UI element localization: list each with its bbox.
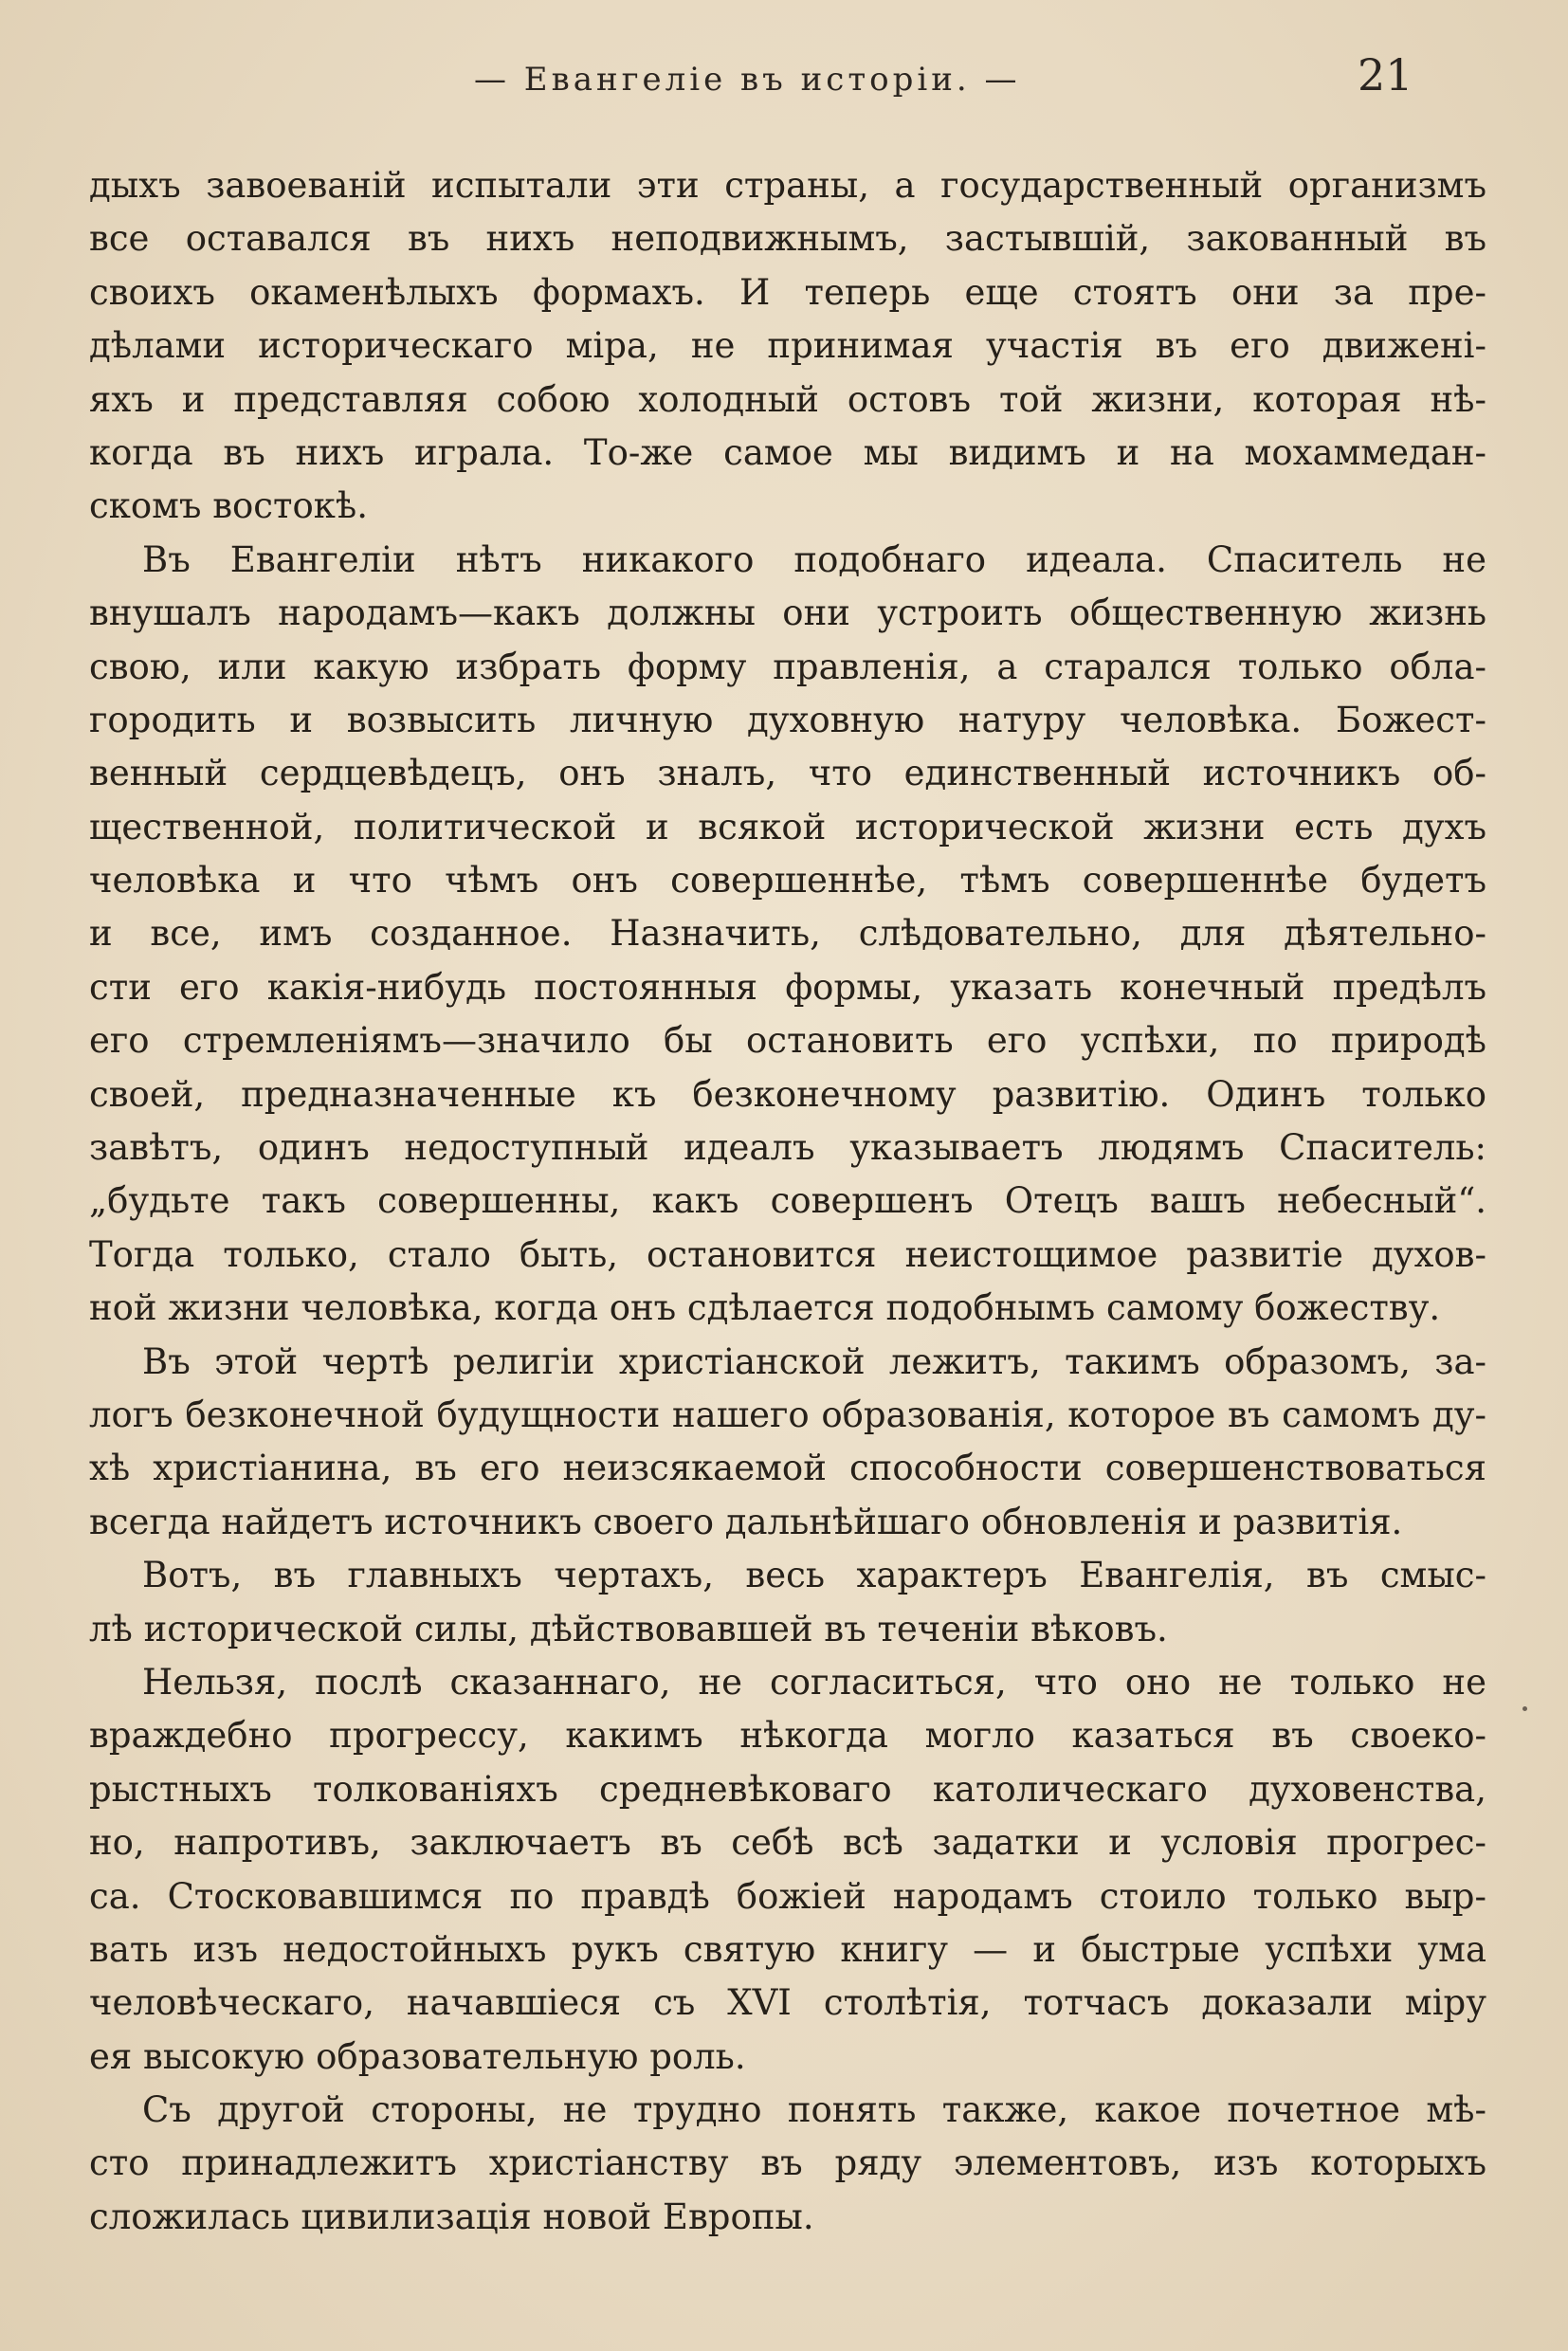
text-line: сти его какія-нибудь постоянныя формы, указать конечный предѣлъ (89, 966, 1486, 1008)
text-line: Тогда только, стало быть, остановится неистощимое развитіе духов- (89, 1233, 1486, 1275)
text-line: и все, имъ созданное. Назначить, слѣдовательно, для дѣятельно- (89, 913, 1486, 955)
text-line: сто принадлежитъ христіанству въ ряду элементовъ, изъ которыхъ (89, 2142, 1486, 2184)
text-line: городить и возвысить личную духовную натуру человѣка. Божест- (89, 699, 1486, 740)
running-title: — Евангеліе въ исторіи. — (474, 61, 1021, 99)
text-line: ея высокую образовательную роль. (89, 2035, 746, 2077)
text-line: человѣческаго, начавшіеся съ XVI столѣтія, тотчасъ доказали міру (89, 1982, 1486, 2024)
text-line: своихъ окаменѣлыхъ формахъ. И теперь еще стоятъ они за пре- (89, 271, 1486, 313)
text-line: завѣтъ, одинъ недоступный идеалъ указываетъ людямъ Спаситель: (89, 1127, 1486, 1169)
text-line: лѣ исторической силы, дѣйствовавшей въ теченіи вѣковъ. (89, 1608, 1168, 1649)
text-line: враждебно прогрессу, какимъ нѣкогда могло казаться въ своеко- (89, 1715, 1486, 1757)
text-line: но, напротивъ, заключаетъ въ себѣ всѣ задатки и условія прогрес- (89, 1822, 1486, 1864)
paragraph (89, 1549, 1486, 1656)
text-line: яхъ и представляя собою холодный остовъ той жизни, которая нѣ- (89, 378, 1486, 420)
text-line: Въ этой чертѣ религіи христіанской лежитъ, такимъ образомъ, за- (142, 1340, 1486, 1382)
text-line: „будьте такъ совершенны, какъ совершенъ Отецъ вашъ небесный“. (89, 1180, 1486, 1222)
text-line: его стремленіямъ—значило бы остановить его успѣхи, по природѣ (89, 1020, 1486, 1062)
text-line: своей, предназначенные къ безконечному развитію. Одинъ только (89, 1073, 1486, 1115)
text-line: всегда найдетъ источникъ своего дальнѣйшаго обновленія и развитія. (89, 1501, 1403, 1542)
text-line: Съ другой стороны, не трудно понять также, какое почетное мѣ- (142, 2089, 1486, 2131)
text-line: когда въ нихъ играла. То-же самое мы видимъ и на мохаммедан- (89, 431, 1486, 473)
text-line: ной жизни человѣка, когда онъ сдѣлается подобнымъ самому божеству. (89, 1287, 1441, 1329)
text-line: хѣ христіанина, въ его неизсякаемой способности совершенствоваться (89, 1448, 1486, 1489)
text-line: вать изъ недостойныхъ рукъ святую книгу — и быстрые успѣхи ума (89, 1928, 1486, 1970)
text-line: Въ Евангеліи нѣтъ никакого подобнаго идеала. Спаситель не (142, 538, 1486, 580)
page-header (0, 49, 1568, 116)
text-line: сложилась цивилизація новой Европы. (89, 2196, 814, 2237)
text-line: скомъ востокѣ. (89, 485, 368, 527)
text-line: са. Стосковавшимся по правдѣ божіей народамъ стоило только выр- (89, 1875, 1486, 1917)
text-line: человѣка и что чѣмъ онъ совершеннѣе, тѣмъ совершеннѣе будетъ (89, 860, 1486, 902)
text-line: рыстныхъ толкованіяхъ средневѣковаго католическаго духовенства, (89, 1768, 1486, 1810)
paragraph (89, 2084, 1486, 2244)
body-text (89, 159, 1486, 2244)
paragraph (89, 159, 1486, 534)
paragraph (89, 534, 1486, 1336)
paragraph (89, 1336, 1486, 1550)
text-line: логъ безконечной будущности нашего образованія, которое въ самомъ ду- (89, 1394, 1486, 1435)
text-line: дѣлами историческаго міра, не принимая участія въ его движені- (89, 325, 1486, 367)
text-line: Нельзя, послѣ сказаннаго, не согласиться, что оно не только не (142, 1661, 1486, 1703)
text-line: венный сердцевѣдецъ, онъ зналъ, что единственный источникъ об- (89, 753, 1486, 794)
text-line: внушалъ народамъ—какъ должны они устроить общественную жизнь (89, 592, 1486, 634)
text-line: щественной, политической и всякой исторической жизни есть духъ (89, 806, 1486, 847)
ink-speck (1522, 1706, 1527, 1711)
page-number: 21 (1358, 49, 1413, 100)
text-line: дыхъ завоеваній испытали эти страны, а государственный организмъ (89, 165, 1486, 206)
paragraph (89, 1656, 1486, 2084)
text-line: Вотъ, въ главныхъ чертахъ, весь характеръ Евангелія, въ смыс- (142, 1555, 1486, 1596)
text-line: свою, или какую избрать форму правленія, а старался только обла- (89, 646, 1486, 687)
text-line: все оставался въ нихъ неподвижнымъ, застывшій, закованный въ (89, 218, 1486, 260)
